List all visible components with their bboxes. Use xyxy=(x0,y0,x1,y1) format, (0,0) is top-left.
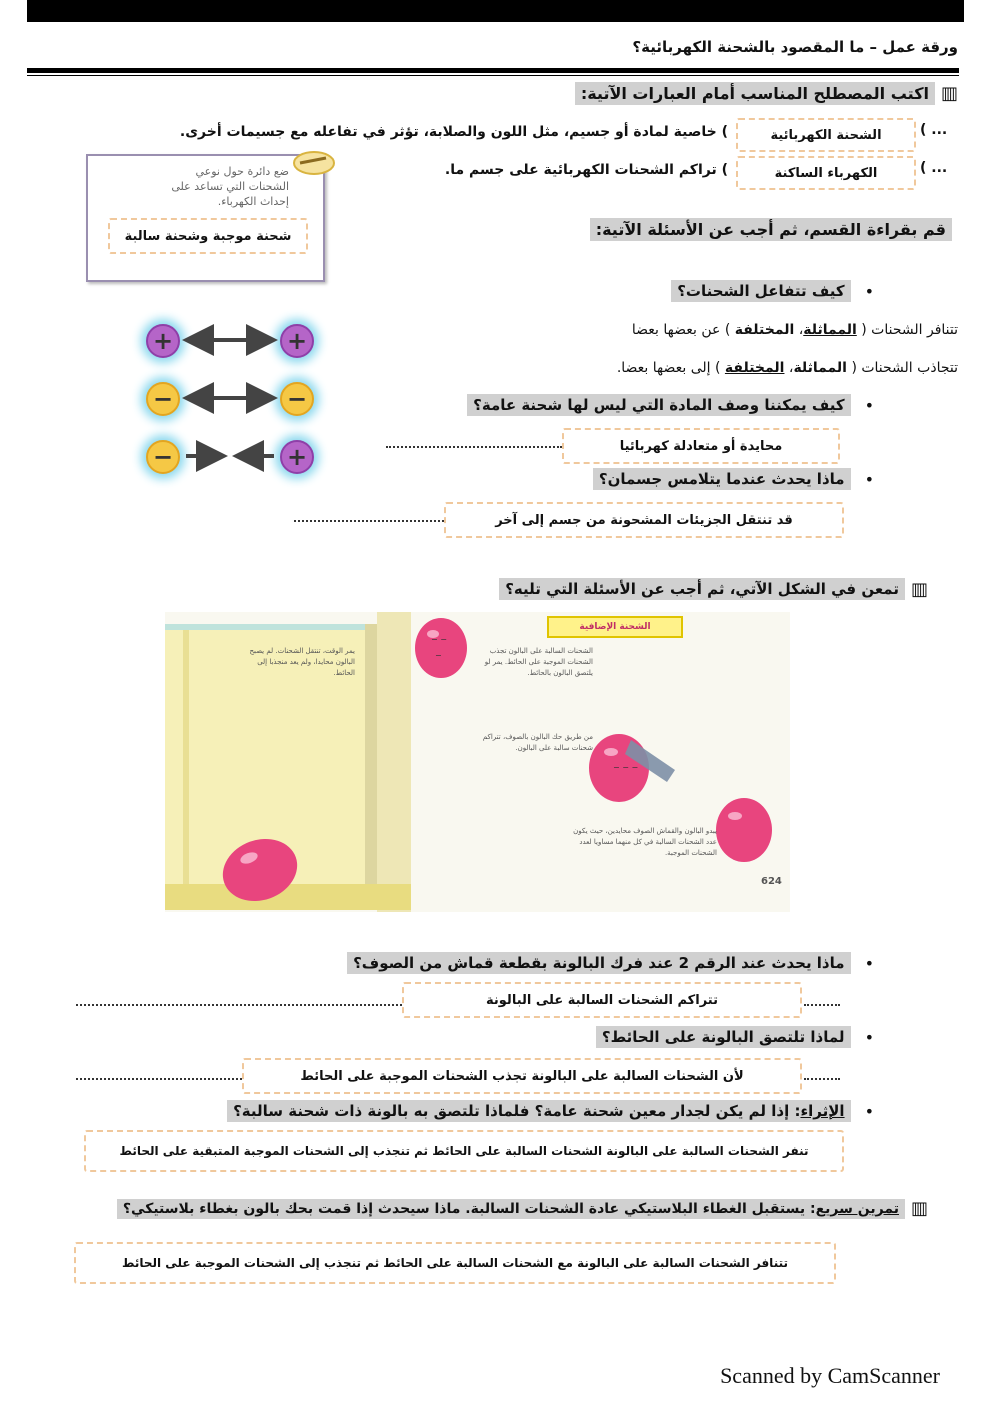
book-icon: ▥ xyxy=(910,578,928,600)
section3-heading xyxy=(499,578,928,600)
book-icon: ▥ xyxy=(910,1198,928,1219)
textbook-figure xyxy=(165,612,790,912)
answer-objects-touch[interactable]: قد تنتقل الجزيئات المشحونة من جسم إلى آخر xyxy=(444,502,844,538)
label-3: الشحنات السالبة على البالون تجذب الشحنات الموجبة على الحائط. يمر لو يلتصق البالون بالحائط. xyxy=(484,647,593,677)
dotted-line xyxy=(804,1004,840,1006)
section1-heading xyxy=(575,82,958,105)
attract-sentence: تتجاذب الشحنات ( المماثلة، المختلفة ) إلى بعضها بعضا. xyxy=(616,360,958,376)
question-why-balloon-sticks: • لماذا تلتصق البالونة على الحائط؟ xyxy=(596,1026,874,1048)
charge-right-2: + xyxy=(280,440,314,474)
charge-interaction-diagram xyxy=(130,318,340,478)
definition-2: ) تراكم الشحنات الكهربائية على جسم ما. xyxy=(444,162,728,178)
section2-title: قم بقراءة القسم، ثم أجب عن الأسئلة الآتية: xyxy=(590,218,952,241)
page-number: 624 xyxy=(761,876,782,887)
answer-neutral[interactable]: محايدة أو متعادلة كهربائيا xyxy=(562,428,840,464)
repel-sentence: تتنافر الشحنات ( المماثلة، المختلفة ) عن بعضها بعضا xyxy=(631,322,958,338)
answer-number-2[interactable]: تتراكم الشحنات السالبة على البالونة xyxy=(402,982,802,1018)
balloon-3 xyxy=(411,614,471,684)
exercise-heading: ▥ تمرين سريع: يستقبل الغطاء البلاستيكي عادة الشحنات السالبة. ماذا سيحدث إذا قمت بحك بالون بغطاء بلاستيكي؟ xyxy=(117,1198,928,1219)
charge-right-0: + xyxy=(280,324,314,358)
pencil-icon xyxy=(290,148,338,178)
question-enrichment: • الإثراء: إذا لم يكن لجدار معين شحنة عامة؟ فلماذا تلتصق به بالونة ذات شحنة سالبة؟ xyxy=(227,1100,874,1122)
charge-left-1: − xyxy=(146,382,180,416)
dotted-line xyxy=(804,1078,840,1080)
answer-exercise[interactable]: تتنافر الشحنات السالبة على البالونة مع الشحنات السالبة على الحائط ثم تنجذب إلى الشحنات الموجبة على الحائط xyxy=(74,1242,836,1284)
charge-right-1: − xyxy=(280,382,314,416)
section2-heading xyxy=(590,220,952,239)
definition-1: ) خاصية لمادة أو جسيم، مثل اللون والصلابة، تؤثر في تفاعله مع جسيمات أخرى. xyxy=(179,124,728,140)
top-black-bar xyxy=(27,0,964,22)
svg-text:− − −: − − − xyxy=(613,763,639,772)
note-card-answer[interactable]: شحنة موجبة وشحنة سالبة xyxy=(108,218,308,254)
header-rule-thin xyxy=(27,75,959,76)
answer-box-electric-charge[interactable]: الشحنة الكهربائية xyxy=(736,118,916,152)
answer-why-balloon-sticks[interactable]: لأن الشحنات السالبة على البالونة تجذب الشحنات الموجبة على الحائط xyxy=(242,1058,802,1094)
charge-left-2: − xyxy=(146,440,180,474)
note-card-text: ضع دائرة حول نوعي الشحنات التي تساعد على إحداث الكهرباء. xyxy=(171,165,289,208)
label-1: يبدو البالون والقماش الصوف محايدين، حيث يكون عدد الشحنات السالبة في كل منهما مساويا لعدد الشحنات الموجبة. xyxy=(573,827,717,857)
label-4: يمر الوقت، تنتقل الشحنات. لم يصبح البالون محايدا، ولم يعد منجذبا إلى الحائط. xyxy=(249,647,355,677)
question-how-charges-interact: • كيف تتفاعل الشحنات؟ xyxy=(671,280,874,302)
dotted-line xyxy=(76,1004,402,1006)
svg-text:− −: − − xyxy=(431,635,447,644)
blank-prefix-1: ( ... xyxy=(920,122,948,138)
header-rule xyxy=(27,68,959,73)
question-neutral-matter: • كيف يمكننا وصف المادة التي ليس لها شحنة عامة؟ xyxy=(467,394,874,416)
balloon-rubbed-with-wool xyxy=(585,730,685,810)
blank-prefix-2: ( ... xyxy=(920,160,948,176)
question-number-2: • ماذا يحدث عند الرقم 2 عند فرك البالونة بقطعة قماش من الصوف؟ xyxy=(347,952,874,974)
dotted-line xyxy=(386,446,562,448)
answer-box-static-electricity[interactable]: الكهرباء الساكنة xyxy=(736,156,916,190)
charge-left-0: + xyxy=(146,324,180,358)
balloon-on-wall xyxy=(215,832,305,912)
dotted-line xyxy=(76,1078,242,1080)
dotted-line xyxy=(294,520,444,522)
worksheet-title: ورقة عمل – ما المقصود بالشحنة الكهربائية؟ xyxy=(632,38,958,56)
choice-different-repel[interactable]: المختلفة xyxy=(734,322,795,338)
scanner-watermark: Scanned by CamScanner xyxy=(720,1363,940,1388)
book-icon: ▥ xyxy=(940,83,958,104)
section-tab: الشحنة الإضافية xyxy=(547,616,683,638)
book-spine xyxy=(377,612,411,912)
answer-enrichment[interactable]: تنفر الشحنات السالبة على البالونة الشحنات السالبة على الحائط ثم تنجذب إلى الشحنات الموجبة المتبقية على الحائط xyxy=(84,1130,844,1172)
svg-text:−: − xyxy=(435,651,442,660)
section3-title: تمعن في الشكل الآتي، ثم أجب عن الأسئلة التي تليه؟ xyxy=(499,578,905,600)
section1-title: اكتب المصطلح المناسب أمام العبارات الآتية: xyxy=(575,82,935,105)
choice-different-attract[interactable]: المختلفة xyxy=(724,360,785,376)
question-two-objects-touch: • ماذا يحدث عندما يتلامس جسمان؟ xyxy=(593,468,874,490)
choice-similar-repel[interactable]: المماثلة xyxy=(803,322,857,338)
balloon-1 xyxy=(711,796,777,868)
choice-similar-attract[interactable]: المماثلة xyxy=(793,360,847,376)
label-2: من طريق حك البالون بالصوف، تتراكم شحنات سالبة على البالون. xyxy=(482,733,593,752)
